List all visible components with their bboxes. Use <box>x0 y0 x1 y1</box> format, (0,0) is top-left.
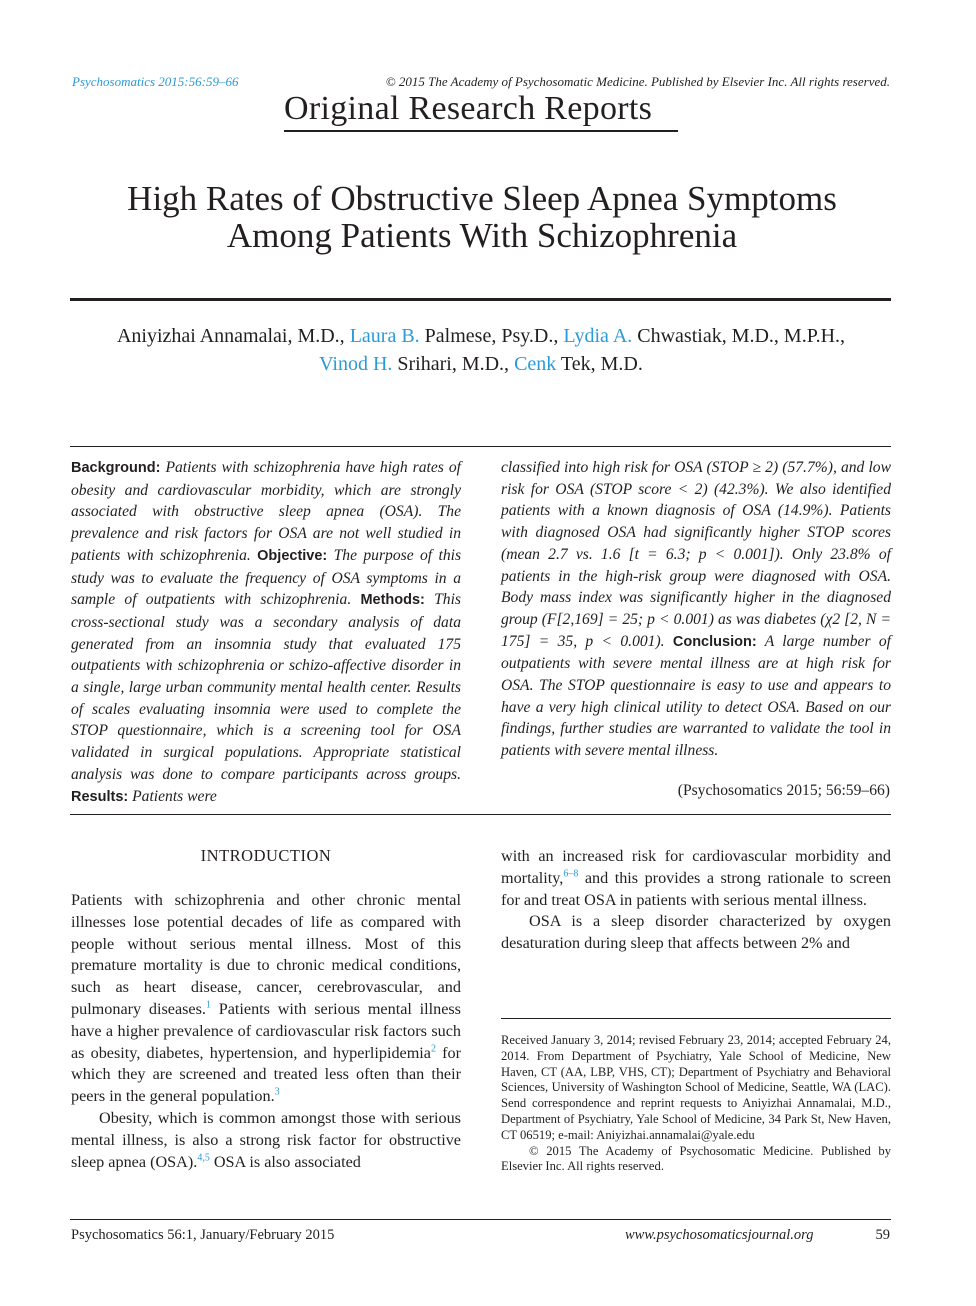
methods-text: This cross-sectional study was a secondary analysis of data generated from an insomnia study that evaluated 175 outpatients with schizophrenia or schizo-affective disorder in a single, large urban community mental health center. Results of scales evaluating insomnia were used to complete the STOP questionnaire, which is a screening tool for OSA validated in surgical populations. Appropriate statistical analysis was done to compare participants across groups. <box>71 591 461 783</box>
results-text: classified into high risk for OSA (STOP ≥ 2) (57.7%), and low risk for OSA (STOP score < 2) (42.3%). We also identified patients with a known diagnosis of OSA (14.9%). Patients with diagnosed OSA had significantly higher STOP scores (mean 2.7 vs. 1.6 [t = 6.3; p < 0.001]). Only 23.8% of patients in the high-risk group were diagnosed with OSA. Body mass index was significantly higher in the diagnosed group (F[2,169] = 25; p < 0.001) as was diabetes (χ2 [2, N = 175] = 35, p < 0.001). <box>501 459 891 650</box>
reference-link[interactable]: 1 <box>205 999 211 1011</box>
title-divider <box>70 298 891 301</box>
reference-link[interactable]: 2 <box>431 1043 436 1055</box>
section-label: Original Research Reports <box>284 90 653 127</box>
header-copyright: © 2015 The Academy of Psychosomatic Medicine. Published by Elsevier Inc. All rights reserved. <box>385 74 890 89</box>
article-title <box>60 180 904 254</box>
results-text: Patients were <box>128 787 217 805</box>
intro-paragraph: OSA is a sleep disorder characterized by oxygen desaturation during sleep that affects between 2% and <box>501 912 891 953</box>
abstract-left-column <box>71 457 461 808</box>
objective-text: The purpose of this study was to evaluate the frequency of OSA symptoms in a sample of outpatients with schizophrenia. <box>71 546 462 609</box>
results-label: Results: <box>71 788 129 805</box>
author-rest: Srihari, M.D., <box>392 353 515 375</box>
intro-paragraph <box>501 846 891 911</box>
reference-link[interactable]: 6–8 <box>563 868 579 880</box>
background-label: Background: <box>71 460 161 476</box>
body-text: and this provides a strong rationale to screen for and treat OSA in patients with serious mental illness. <box>501 868 891 909</box>
body-text: for which they are screened and treated less often than their peers in the general population. <box>71 1043 462 1106</box>
abstract-citation: (Psychosomatics 2015; 56:59–66) <box>677 782 890 799</box>
author-given: Aniyizhai <box>116 325 196 347</box>
body-text: Obesity, which is common amongst those with serious mental illness, is also a strong risk factor for obstructive sleep apnea (OSA). <box>71 1108 461 1171</box>
footer-issue: Psychosomatics 56:1, January/February 2015 <box>71 1227 335 1243</box>
intro-paragraph <box>71 1108 461 1173</box>
objective-label: Objective: <box>257 547 328 564</box>
author-rest: Palmese, Psy.D., <box>419 325 564 347</box>
body-text: with an increased risk for cardiovascular morbidity and mortality, <box>501 847 891 887</box>
journal-reference: Psychosomatics 2015:56:59–66 <box>72 74 239 89</box>
reference-link[interactable]: 4,5 <box>197 1152 210 1164</box>
intro-paragraph <box>71 890 461 1108</box>
footnote-rule <box>501 1018 891 1019</box>
body-text: Patients with schizophrenia and other chronic mental illnesses lose potential decades of life as compared with people without serious mental illness. Most of this premature mortality is due to chronic medical conditions, such as heart disease, cancer, cerebrovascular, and pulmonary diseases. <box>71 891 461 1018</box>
body-left-column <box>71 890 461 1173</box>
introduction-heading: INTRODUCTION <box>200 846 332 865</box>
title-line-2: Among Patients With Schizophrenia <box>226 216 738 255</box>
author-link[interactable]: Laura B. <box>349 325 420 347</box>
author-link[interactable]: Vinod H. <box>319 353 393 375</box>
abstract-bottom-rule <box>70 814 891 815</box>
abstract-right-column <box>501 457 891 762</box>
author-link[interactable]: Cenk <box>514 353 557 375</box>
background-text: Patients with schizophrenia have high rates of obesity and cardiovascular morbidity, which are strongly associated with obstructive sleep apnea (OSA). The prevalence and risk factors for OSA are not well studied in patients with schizophrenia. <box>71 459 461 564</box>
abstract-top-rule <box>70 446 891 447</box>
body-text: Patients with serious mental illness have a higher prevalence of cardiovascular risk factors such as obesity, diabetes, hypertension, and hyperlipidemia <box>71 999 461 1062</box>
author-rest: Tek, M.D. <box>556 353 643 375</box>
footnote-received: Received January 3, 2014; revised February 23, 2014; accepted February 24, 2014. From Department of Psychiatry, Yale School of Medicine, New Haven, CT (AA, LBP, VHS, CT); Department of Psychiatry and Behavioral Sciences, University of Washington School of Medicine, Seattle, WA (LAC). Send correspondence and reprint requests to Aniyizhai Annamalai, M.D., Department of Psychiatry, Yale School of Medicine, 34 Park St, New Haven, CT 06519; e-mail: Aniyizhai.annamalai@yale.edu <box>501 1033 891 1142</box>
article-footnote <box>501 1033 891 1175</box>
methods-label: Methods: <box>360 592 425 609</box>
conclusion-label: Conclusion: <box>672 633 757 650</box>
section-underline <box>284 130 678 132</box>
reference-link[interactable]: 3 <box>274 1086 280 1098</box>
footer-url[interactable]: www.psychosomaticsjournal.org <box>625 1227 814 1243</box>
footnote-copyright: © 2015 The Academy of Psychosomatic Medicine. Published by Elsevier Inc. All rights reserved. <box>501 1143 891 1174</box>
author-rest: Chwastiak, M.D., M.P.H., <box>632 325 846 347</box>
body-text: OSA is also associated <box>209 1152 361 1171</box>
title-line-1: High Rates of Obstructive Sleep Apnea Symptoms <box>127 179 837 218</box>
page-number: 59 <box>875 1227 890 1243</box>
body-right-column <box>501 846 891 955</box>
author-rest: Annamalai, M.D., <box>195 325 350 347</box>
author-list <box>60 322 902 378</box>
author-link[interactable]: Lydia A. <box>563 325 633 347</box>
footer-rule <box>70 1219 891 1220</box>
conclusion-text: A large number of outpatients with severe mental illness are at high risk for OSA. The STOP questionnaire is easy to use and appears to have a very high clinical utility to detect OSA. Based on our findings, further studies are warranted to validate the tool in patients with severe mental illness. <box>501 632 891 760</box>
